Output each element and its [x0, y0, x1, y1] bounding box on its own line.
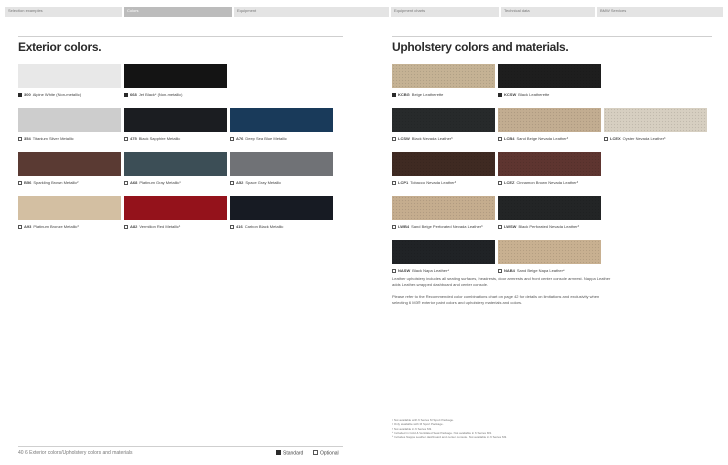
upholstery-label-lcez	[498, 180, 578, 185]
swatch-name: Beige Leatherette	[411, 92, 444, 97]
optional-marker-icon	[313, 450, 318, 455]
swatch-code: A76	[236, 136, 244, 141]
standard-marker-icon	[276, 450, 281, 455]
optional-marker-icon	[604, 137, 608, 141]
swatch-name: Black Nevada Leather³	[411, 136, 453, 141]
upholstery-note: Leather upholstery includes all seating surfaces, headrests, door armrests and front center console armrest. Nappa Leather adds Leather-wrapped dashboard and center console.	[392, 276, 611, 287]
tab-selection-examples[interactable]	[5, 7, 122, 17]
swatch-name: Vermilion Red Metallic¹	[139, 224, 181, 229]
optional-marker-icon	[392, 269, 396, 273]
exterior-label-a93	[18, 224, 79, 229]
swatch-code: 668	[130, 92, 137, 97]
swatch-code: A82	[130, 224, 138, 229]
swatch-name: Cinnamon Brown Nevada Leather³	[516, 180, 579, 185]
optional-marker-icon	[392, 225, 396, 229]
footer-divider	[18, 446, 343, 447]
swatch-name: Black Perforated Nevada Leather³	[518, 224, 579, 229]
swatch-code: LCP1	[398, 180, 409, 185]
upholstery-label-nasw	[392, 268, 449, 273]
swatch-name: Carbon Black Metallic	[244, 224, 284, 229]
swatch-code: A93	[24, 224, 32, 229]
swatch-code: 300	[24, 92, 31, 97]
standard-marker-icon	[392, 93, 396, 97]
upholstery-label-lwsw	[498, 224, 579, 229]
swatch-name: Alpine White (Non-metallic)	[32, 92, 82, 97]
exterior-swatch-668	[124, 64, 227, 88]
swatch-name: Titanium Silver Metallic	[32, 136, 74, 141]
optional-marker-icon	[124, 225, 128, 229]
footnote: ¹ Not available with 6 Series M Sport Package.	[392, 418, 454, 422]
top-navigation	[0, 7, 728, 17]
exterior-label-a76	[230, 136, 287, 141]
optional-marker-icon	[124, 181, 128, 185]
tab-colors[interactable]	[124, 7, 232, 17]
exterior-label-475	[124, 136, 180, 141]
swatch-code: LCEZ	[504, 180, 515, 185]
exterior-label-416	[230, 224, 283, 229]
swatch-code: A52	[236, 180, 244, 185]
optional-marker-icon	[124, 137, 128, 141]
optional-marker-icon	[18, 137, 22, 141]
upholstery-swatch-lcp1	[392, 152, 495, 176]
swatch-name: Black Napa Leather⁴	[412, 268, 450, 273]
swatch-name: Tobacco Nevada Leather³	[410, 180, 457, 185]
optional-marker-icon	[230, 225, 234, 229]
upholstery-swatch-nasw	[392, 240, 495, 264]
upholstery-swatch-lcez	[498, 152, 601, 176]
upholstery-swatch-lwsw	[498, 196, 601, 220]
swatch-code: A68	[130, 180, 138, 185]
standard-marker-icon	[498, 93, 502, 97]
upholstery-label-lcsw	[392, 136, 452, 141]
tab-label: Equipment charts	[394, 8, 426, 13]
upholstery-label-nab4	[498, 268, 565, 273]
exterior-swatch-300	[18, 64, 121, 88]
swatch-name: Sand Beige Perforated Nevada Leather³	[411, 224, 483, 229]
exterior-swatch-a52	[230, 152, 333, 176]
swatch-code: LCSW	[398, 136, 410, 141]
footnote: ⁵ Includes Nappa Leather dashboard and center console. Not available in 6 Series M3.	[392, 435, 507, 440]
optional-marker-icon	[498, 181, 502, 185]
swatch-code: NASW	[398, 268, 411, 273]
upholstery-swatch-lcsw	[392, 108, 495, 132]
optional-marker-icon	[392, 181, 396, 185]
exterior-label-354	[18, 136, 74, 141]
tab-technical-data[interactable]	[501, 7, 595, 17]
tab-equipment-charts[interactable]	[391, 7, 499, 17]
footnotes	[392, 418, 572, 439]
upholstery-swatch-lcb4	[498, 108, 601, 132]
optional-marker-icon	[498, 137, 502, 141]
upholstery-label-kcbg	[392, 92, 443, 97]
exterior-label-300	[18, 92, 81, 97]
swatch-code: LCEX	[610, 136, 621, 141]
swatch-name: Deep Sea Blue Metallic	[245, 136, 287, 141]
swatch-code: KCBG	[398, 92, 410, 97]
swatch-name: Black Sapphire Metallic	[138, 136, 181, 141]
optional-marker-icon	[18, 181, 22, 185]
tab-label: Technical data	[504, 8, 530, 13]
swatch-name: Platinum Gray Metallic¹	[139, 180, 181, 185]
legend-standard-label: Standard	[283, 450, 304, 457]
swatch-name: Oyster Nevada Leather³	[622, 136, 666, 141]
swatch-name: Space Gray Metallic	[245, 180, 282, 185]
optional-marker-icon	[498, 269, 502, 273]
upholstery-title: Upholstery colors and materials.	[392, 40, 569, 54]
swatch-code: NAB4	[504, 268, 515, 273]
upholstery-swatch-kcsw	[498, 64, 601, 88]
optional-marker-icon	[230, 137, 234, 141]
swatch-name: Sand Beige Napa Leather⁴	[516, 268, 565, 273]
swatch-code: KCSW	[504, 92, 517, 97]
exterior-swatch-a68	[124, 152, 227, 176]
exterior-swatch-b56	[18, 152, 121, 176]
exterior-label-a52	[230, 180, 281, 185]
optional-marker-icon	[18, 225, 22, 229]
upholstery-swatch-kcbg	[392, 64, 495, 88]
tab-label: Equipment	[237, 8, 257, 13]
optional-marker-icon	[498, 225, 502, 229]
exterior-colors-title: Exterior colors.	[18, 40, 102, 54]
tab-equipment[interactable]	[234, 7, 389, 17]
exterior-swatch-354	[18, 108, 121, 132]
swatch-code: LWSW	[504, 224, 517, 229]
tab-label: BMW Services	[600, 8, 627, 13]
upholstery-swatch-nab4	[498, 240, 601, 264]
swatch-code: 354	[24, 136, 31, 141]
color-combination-note: Please refer to the Recommended color combinations chart on page 42 for details on limitations and exclusivity when selecting 6 M3® exterior paint colors and upholstery materials and colors.	[392, 294, 600, 305]
title-divider-left	[18, 36, 343, 37]
standard-marker-icon	[124, 93, 128, 97]
swatch-code: 416	[236, 224, 243, 229]
optional-marker-icon	[230, 181, 234, 185]
footnote: ² Only available with M Sport Package.	[392, 422, 444, 427]
standard-marker-icon	[18, 93, 22, 97]
swatch-name: Black Leatherette	[518, 92, 550, 97]
upholstery-label-kcsw	[498, 92, 549, 97]
title-divider-right	[392, 36, 712, 37]
upholstery-label-lcb4	[498, 136, 568, 141]
legend-optional-label: Optional	[320, 450, 339, 457]
exterior-swatch-a82	[124, 196, 227, 220]
swatch-code: LWB4	[398, 224, 410, 229]
legend-standard	[276, 450, 303, 457]
upholstery-label-lcp1	[392, 180, 456, 185]
swatch-code: B56	[24, 180, 32, 185]
swatch-name: Sand Beige Nevada Leather³	[516, 136, 569, 141]
exterior-swatch-475	[124, 108, 227, 132]
upholstery-label-lcex	[604, 136, 665, 141]
swatch-code: 475	[130, 136, 137, 141]
exterior-label-a82	[124, 224, 180, 229]
page-footer: 40 6 Exterior colors/Upholstery colors and materials	[18, 450, 133, 456]
exterior-label-a68	[124, 180, 181, 185]
tab-label: Colors	[127, 8, 139, 13]
swatch-name: Platinum Bronze Metallic³	[33, 224, 79, 229]
upholstery-swatch-lwb4	[392, 196, 495, 220]
exterior-swatch-a76	[230, 108, 333, 132]
swatch-name: Jet Black* (Non-metallic)	[138, 92, 183, 97]
exterior-swatch-416	[230, 196, 333, 220]
upholstery-swatch-lcex	[604, 108, 707, 132]
footnote: ³ Not available in 6 Series M3.	[392, 426, 433, 431]
tab-label: Selection examples	[8, 8, 43, 13]
footnote: ⁴ Included in Cold & Ventilated Seat Package. Not available in 6 Series M3.	[392, 430, 492, 435]
upholstery-label-lwb4	[392, 224, 483, 229]
tab-bmw-services[interactable]	[597, 7, 723, 17]
swatch-code: LCB4	[504, 136, 515, 141]
exterior-label-b56	[18, 180, 78, 185]
swatch-name: Sparkling Brown Metallic²	[33, 180, 79, 185]
exterior-swatch-a93	[18, 196, 121, 220]
legend-optional	[313, 450, 339, 457]
exterior-label-668	[124, 92, 182, 97]
optional-marker-icon	[392, 137, 396, 141]
